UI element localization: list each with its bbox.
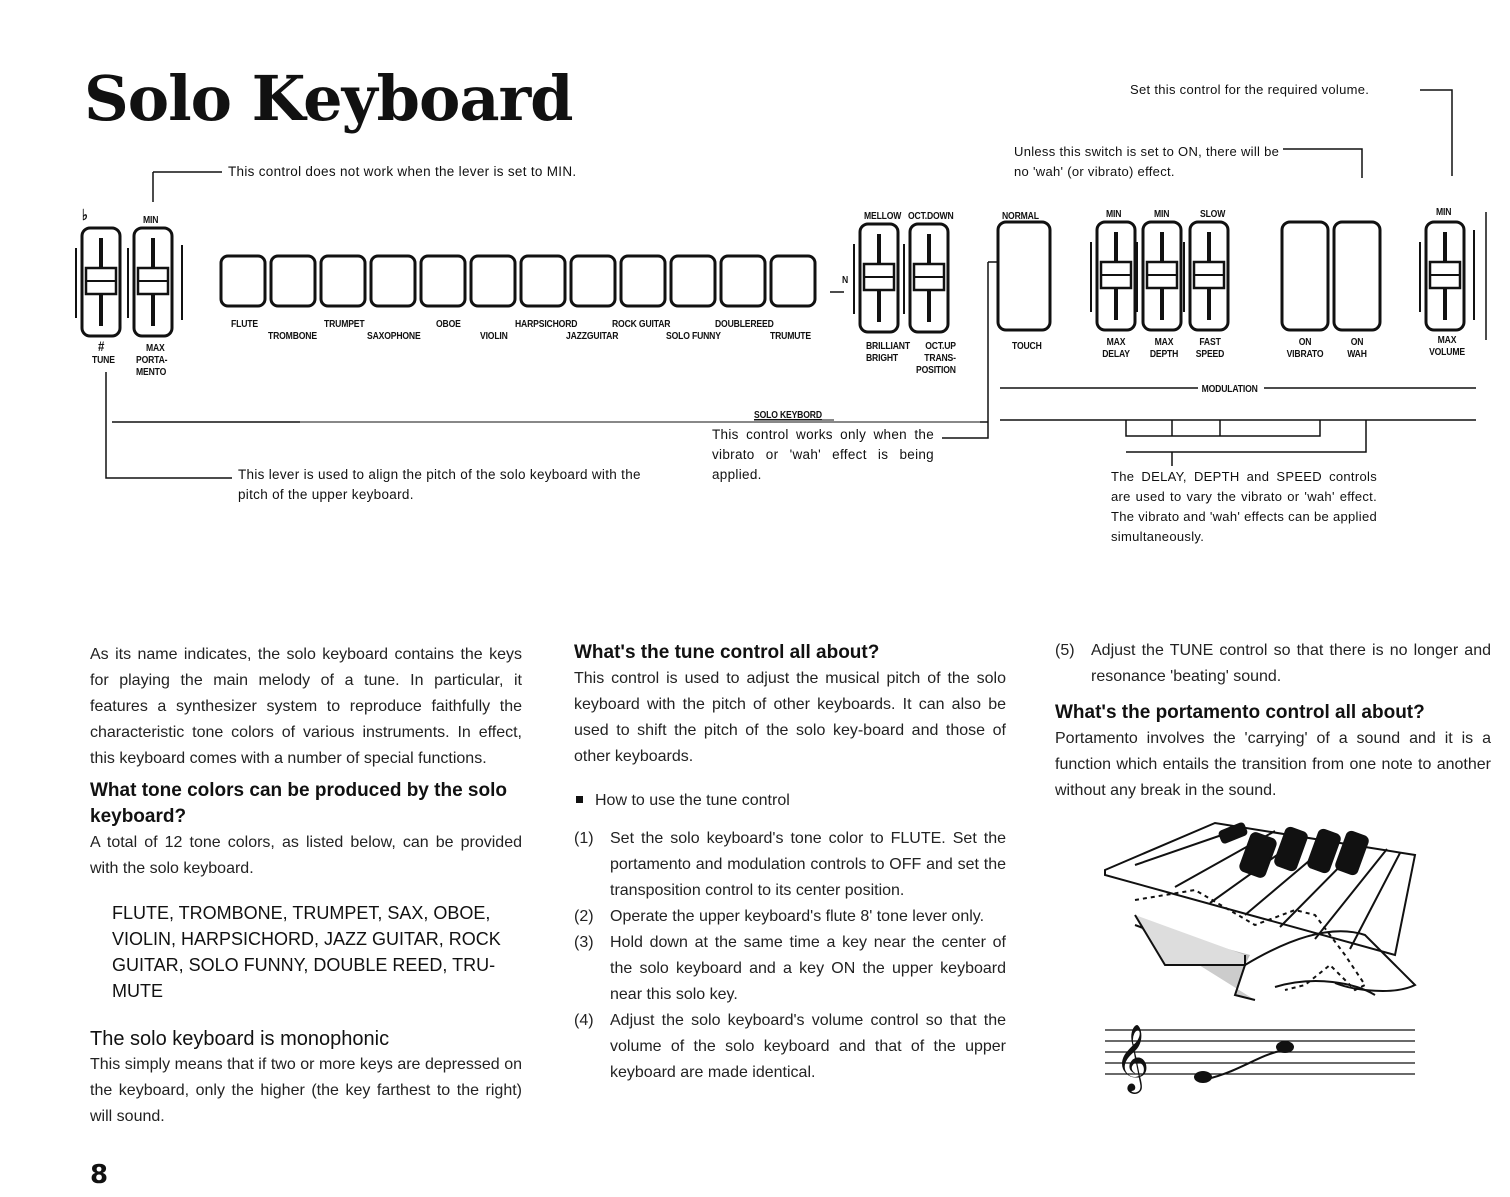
porta-min-label: MIN <box>143 214 159 226</box>
delay-lever <box>1091 222 1135 330</box>
volume-note: Set this control for the required volume. <box>1130 82 1370 97</box>
tone-colors-heading: What tone colors can be produced by the solo keyboard? <box>90 780 507 827</box>
page-number: 8 <box>90 1160 109 1190</box>
step-item: (2) Operate the upper keyboard's flute 8' tone lever only. <box>574 908 985 925</box>
mellow-label: MELLOW <box>864 210 902 222</box>
step-item: (4) Adjust the solo keyboard's volume control so that the volume of the solo keyboard and that of the upper keyboard are made identical. <box>574 1012 1006 1081</box>
transposition-lever <box>904 224 948 332</box>
portamento-heading: What's the portamento control all about? <box>1055 702 1425 723</box>
portamento-note: This control does not work when the lever is set to MIN. <box>228 164 577 179</box>
portamento-illustration <box>1095 815 1475 1105</box>
tab-label-trumpet: TRUMPET <box>324 318 365 330</box>
tab-label-rock-guitar: ROCK GUITAR <box>612 318 671 330</box>
sharp-symbol: # <box>98 338 105 354</box>
page-title: Solo Keyboard <box>84 62 573 135</box>
tab-label-trumute: TRUMUTE <box>770 330 811 342</box>
column-1 <box>90 642 522 1130</box>
tab-label-harpsichord: HARPSICHORD <box>515 318 578 330</box>
solo-keybord-label: SOLO KEYBORD <box>754 409 822 421</box>
wah-label: ON WAH <box>1347 336 1367 360</box>
tone-colors-list: FLUTE, TROMBONE, TRUMPET, SAX, OBOE, VIOLIN, HARPSICHORD, JAZZ GUITAR, ROCK GUITAR, SOLO FUNNY, DOUBLE REED, TRU-MUTE <box>112 903 501 1001</box>
n-label: N <box>842 274 849 286</box>
tune-control-heading: What's the tune control all about? <box>574 642 880 663</box>
portamento-slide <box>1207 1051 1280 1079</box>
steps-list <box>574 826 1006 1086</box>
speed-lever <box>1184 222 1228 330</box>
touch-label: TOUCH <box>1012 340 1042 352</box>
column-2 <box>574 640 1006 1086</box>
tune-control-text: This control is used to adjust the musical pitch of the solo keyboard with the pitch of other keyboards. It can also be used to shift the pitch of the solo key-board and those of other keyboards. <box>574 670 1006 765</box>
tab-label-trombone: TROMBONE <box>268 330 317 342</box>
tune-note: This lever is used to align the pitch of the solo keyboard with the pitch of the upper keyboard. <box>238 467 641 502</box>
speed-label: FAST SPEED <box>1195 336 1225 360</box>
how-to-heading: How to use the tune control <box>574 788 1006 814</box>
touch-note: This control works only when the vibrato or 'wah' effect is being applied. <box>712 427 934 482</box>
tab-label-flute: FLUTE <box>231 318 258 330</box>
flat-symbol: ♭ <box>82 207 88 224</box>
depth-min-label: MIN <box>1154 208 1170 220</box>
music-staff <box>1105 1030 1415 1074</box>
column-3 <box>1055 638 1491 804</box>
modulation-label: MODULATION <box>1201 383 1258 395</box>
brilliant-label: BRILLIANT BRIGHT <box>866 340 910 364</box>
depth-label: MAX DEPTH <box>1149 336 1179 360</box>
wah-switch <box>1334 222 1380 330</box>
tone-colors-text: A total of 12 tone colors, as listed below, can be provided with the solo keyboard. <box>90 834 522 877</box>
portamento-text: Portamento involves the 'carrying' of a sound and it is a function which entails the transition from one note to another without any break in the sound. <box>1055 730 1491 799</box>
volume-label: MAX VOLUME <box>1429 334 1465 358</box>
brilliant-lever <box>854 224 898 332</box>
step-item: (1) Set the solo keyboard's tone color to FLUTE. Set the portamento and modulation controls to OFF and set the transposition control to its center position. <box>574 830 1006 899</box>
vibrato-switch <box>1282 222 1328 330</box>
tab-label-violin: VIOLIN <box>480 330 508 342</box>
intro-paragraph: As its name indicates, the solo keyboard contains the keys for playing the main melody of a tune. In particular, it features a synthesizer system to reproduce faithfully the characteristic tone colors of various instruments. In effect, this keyboard comes with a number of special functions. <box>90 646 522 767</box>
oct-down-label: OCT.DOWN <box>908 210 954 222</box>
treble-clef-icon: 𝄞 <box>1115 1023 1150 1091</box>
depth-lever <box>1137 222 1181 330</box>
keyboard-hand-icon <box>1105 823 1415 1000</box>
monophonic-text: This simply means that if two or more keys are depressed on the keyboard, only the higher (the key farthest to the right) will sound. <box>90 1056 522 1125</box>
tab-label-oboe: OBOE <box>436 318 461 330</box>
volume-lever <box>1420 222 1474 330</box>
speed-slow-label: SLOW <box>1200 208 1226 220</box>
tune-label: TUNE <box>92 354 115 366</box>
step-item: (5) Adjust the TUNE control so that there is no longer and resonance 'beating' sound. <box>1055 642 1491 685</box>
tune-lever <box>76 228 120 336</box>
switch-note: Unless this switch is set to ON, there will be no 'wah' (or vibrato) effect. <box>1014 144 1280 179</box>
touch-switch <box>998 222 1050 330</box>
tab-label-doublereed: DOUBLEREED <box>715 318 774 330</box>
tab-label-saxophone: SAXOPHONE <box>367 330 421 342</box>
normal-label: NORMAL <box>1002 210 1039 222</box>
delay-depth-speed-note: The DELAY, DEPTH and SPEED controls are used to vary the vibrato or 'wah' effect. The vibrato and 'wah' effects can be applied simultaneously. <box>1111 469 1377 544</box>
delay-label: MAX DELAY <box>1102 336 1130 360</box>
transposition-label: OCT.UP TRANS- POSITION <box>916 340 956 376</box>
portamento-lever <box>128 228 182 336</box>
monophonic-heading: The solo keyboard is monophonic <box>90 1028 390 1050</box>
tab-label-jazzguitar: JAZZGUITAR <box>566 330 619 342</box>
step-item: (3) Hold down at the same time a key near the center of the solo keyboard and a key ON the upper keyboard near this solo key. <box>574 934 1006 1003</box>
porta-max-label: MAX <box>146 342 165 354</box>
tab-label-solo-funny: SOLO FUNNY <box>666 330 721 342</box>
volume-min-label: MIN <box>1436 206 1452 218</box>
note-low <box>1194 1071 1212 1083</box>
tone-tabs <box>221 256 815 306</box>
portamento-label: PORTA- MENTO <box>136 354 168 378</box>
vibrato-label: ON VIBRATO <box>1286 336 1324 360</box>
delay-min-label: MIN <box>1106 208 1122 220</box>
bullet-square <box>576 796 583 803</box>
